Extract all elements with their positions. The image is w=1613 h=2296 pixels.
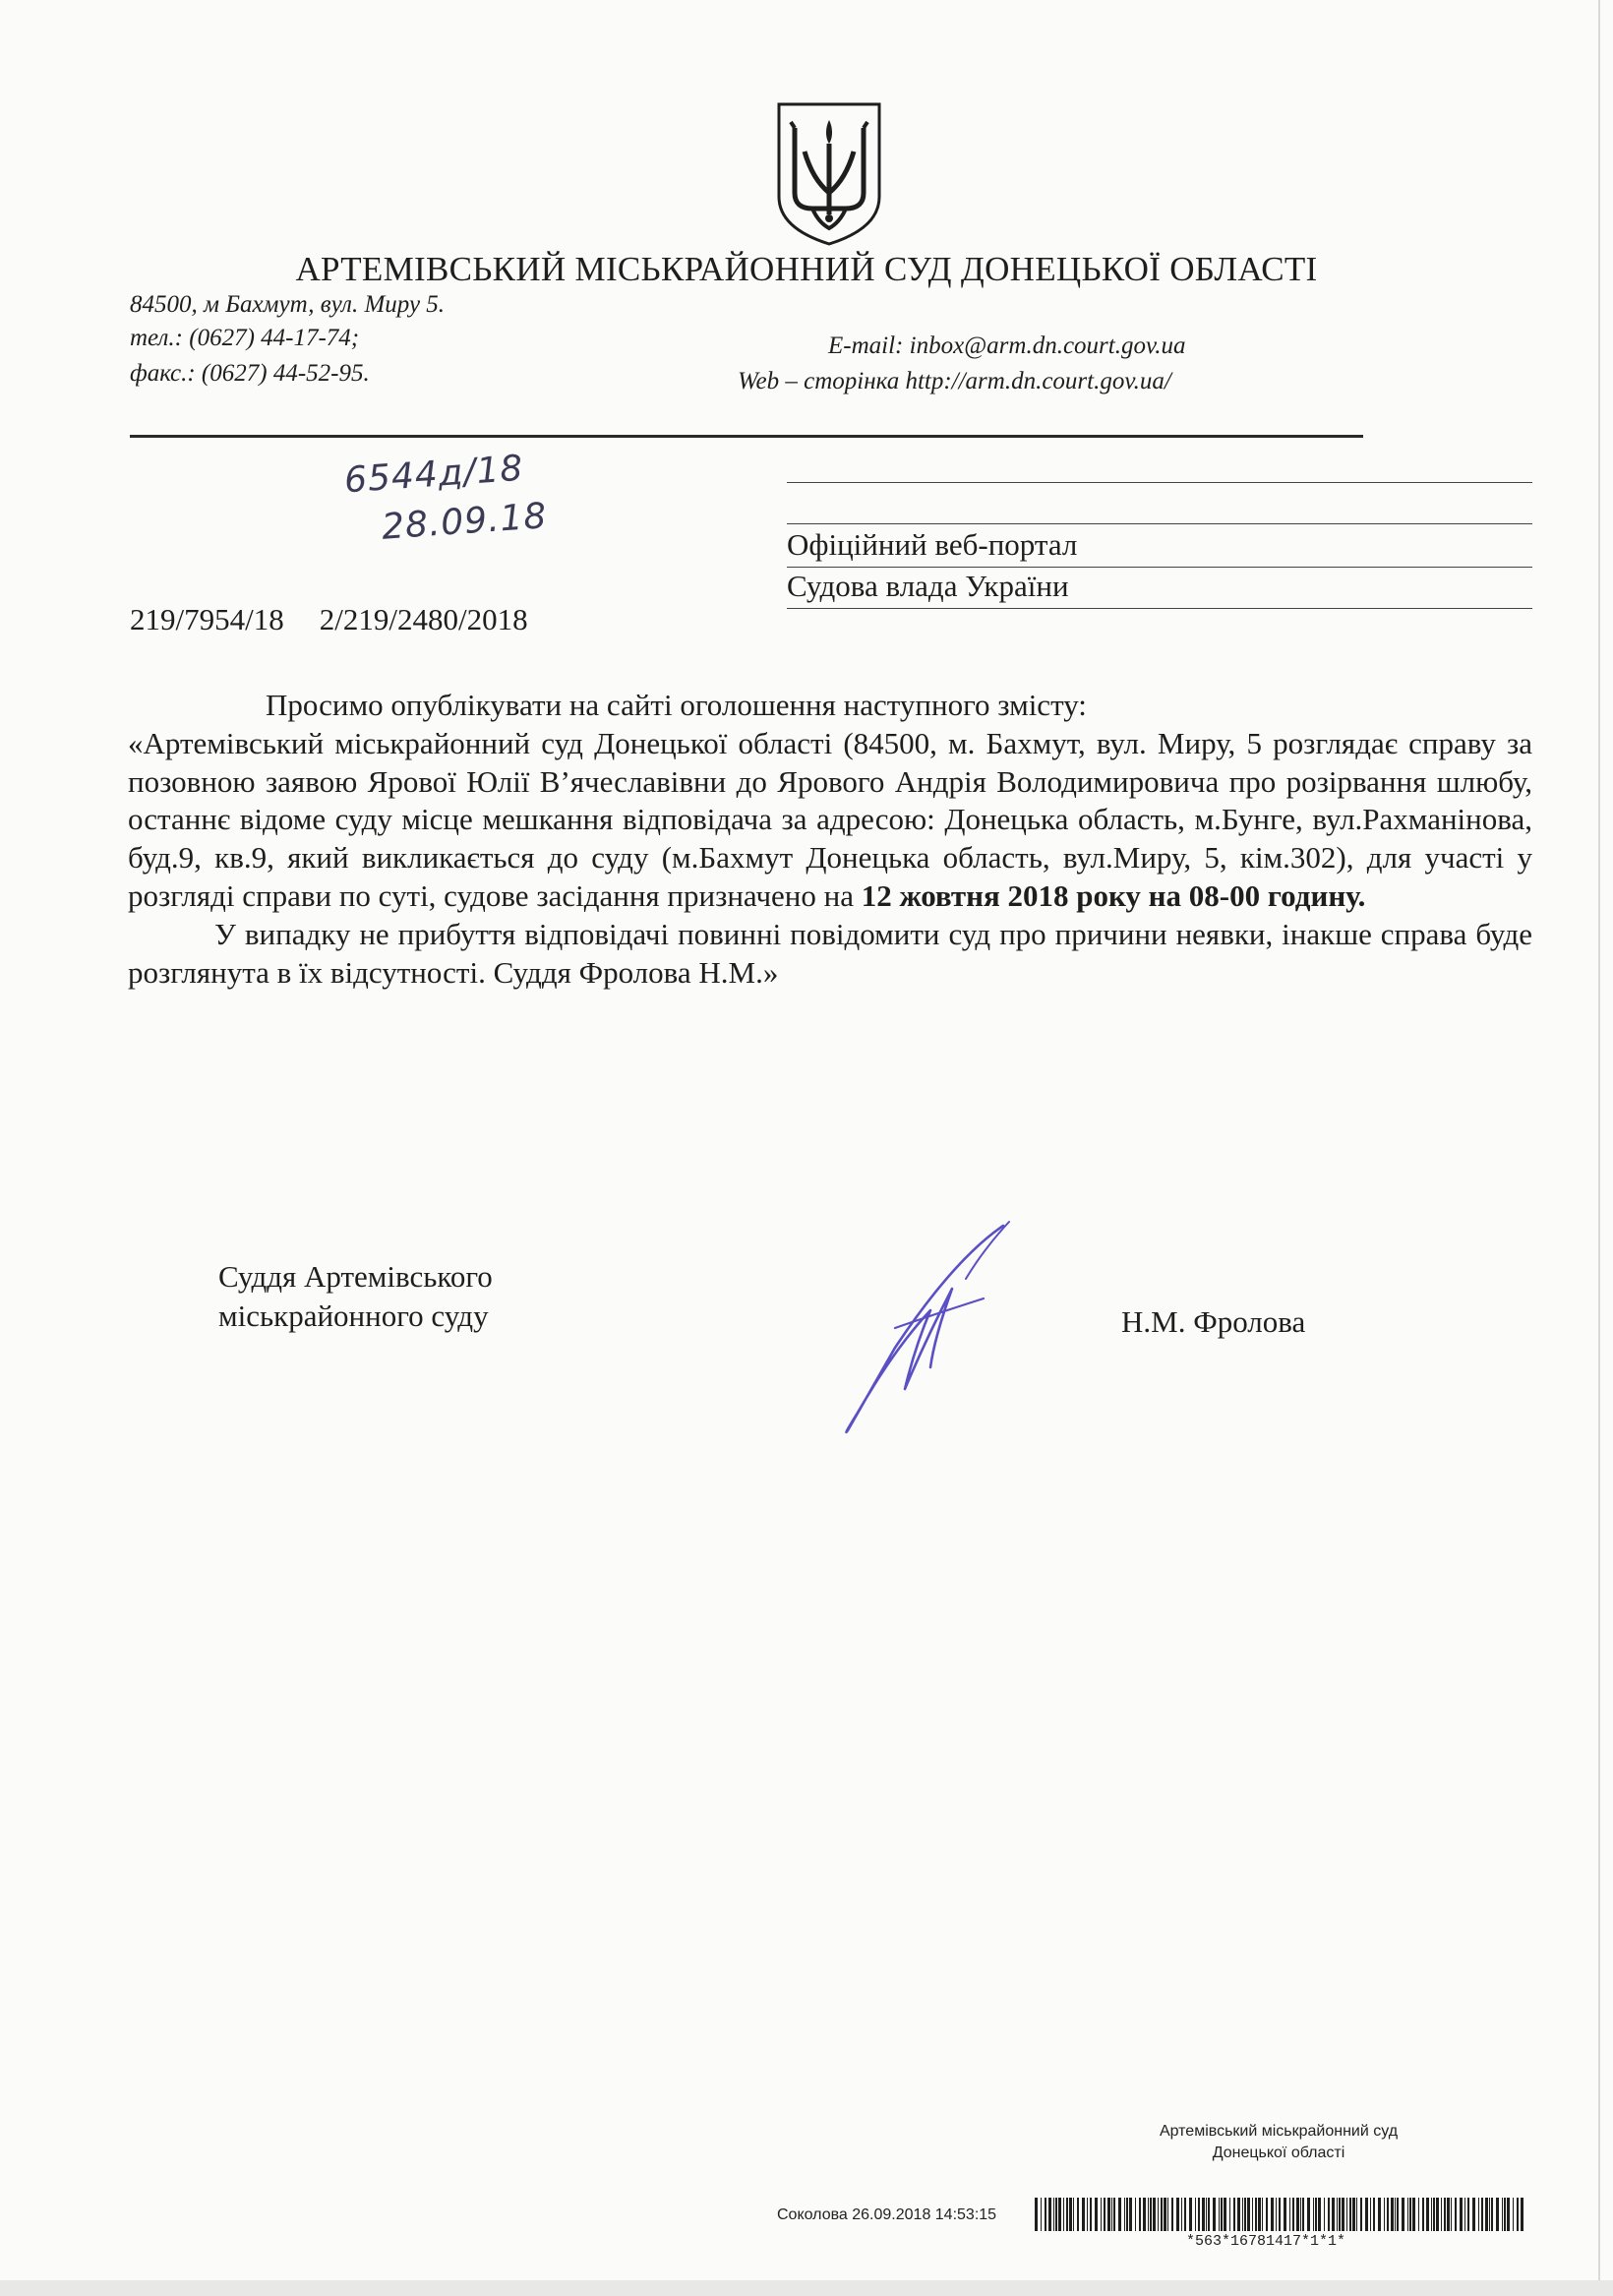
- barcode-bar: [1513, 2198, 1514, 2231]
- barcode-bar: [1402, 2198, 1404, 2231]
- barcode-bar: [1412, 2198, 1415, 2231]
- barcode-bar: [1224, 2198, 1226, 2231]
- barcode-bar: [1087, 2198, 1088, 2231]
- scan-edge: [1598, 0, 1600, 2296]
- barcode-bar: [1397, 2198, 1399, 2231]
- barcode-bar: [1202, 2198, 1205, 2231]
- barcode-bar: [1489, 2198, 1490, 2231]
- barcode-bar: [1148, 2198, 1149, 2231]
- barcode-bar: [1349, 2198, 1351, 2231]
- barcode-bar: [1195, 2198, 1196, 2231]
- barcode-bar: [1176, 2198, 1179, 2231]
- barcode-bar: [1409, 2198, 1411, 2231]
- letter-body: [128, 687, 1532, 992]
- stamp-court-line-2: Донецької області: [1212, 2145, 1345, 2161]
- barcode-bar: [1395, 2198, 1396, 2231]
- barcode-bar: [1284, 2198, 1286, 2231]
- barcode-bar: [1339, 2198, 1341, 2231]
- recipient-line-2: [787, 523, 1532, 524]
- barcode-bar: [1422, 2198, 1424, 2231]
- barcode-bar: [1252, 2198, 1253, 2231]
- barcode-bar: [1517, 2198, 1519, 2231]
- barcode-bar: [1035, 2198, 1038, 2231]
- hearing-date: 12 жовтня 2018 року на 08-00 годину.: [861, 877, 1366, 913]
- barcode-bar: [1356, 2198, 1357, 2231]
- barcode-bar: [1313, 2198, 1314, 2231]
- barcode-bar: [1242, 2198, 1243, 2231]
- barcode-bar: [1352, 2198, 1355, 2231]
- barcode-bar: [1279, 2198, 1281, 2231]
- registration-date: 28.09.18: [380, 496, 549, 548]
- announcement-paragraph: [128, 725, 1532, 916]
- barcode-bar: [1346, 2198, 1347, 2231]
- barcode-bar: [1337, 2198, 1338, 2231]
- court-website: Web – сторінка http://arm.dn.court.gov.ua/: [738, 368, 1171, 394]
- barcode-bar: [1455, 2198, 1457, 2231]
- recipient-name: Офіційний веб-портал: [787, 527, 1078, 562]
- recipient-org: Судова влада України: [787, 569, 1069, 603]
- barcode-bar: [1171, 2198, 1173, 2231]
- barcode-bar: [1391, 2198, 1394, 2231]
- barcode-bar: [1221, 2198, 1223, 2231]
- barcode-bar: [1126, 2198, 1128, 2231]
- page-bottom-edge: [0, 2280, 1613, 2296]
- barcode-bar: [1447, 2198, 1450, 2231]
- barcode-bar: [1436, 2198, 1439, 2231]
- barcode-bar: [1233, 2198, 1235, 2231]
- barcode-bar: [1167, 2198, 1168, 2231]
- barcode-bar: [1307, 2198, 1310, 2231]
- barcode-bar: [1491, 2198, 1493, 2231]
- barcode-bar: [1507, 2198, 1510, 2231]
- barcode-bar: [1521, 2198, 1523, 2231]
- recipient-line-4: [787, 608, 1532, 609]
- barcode-bar: [1124, 2198, 1125, 2231]
- barcode-bar: [1129, 2198, 1132, 2231]
- barcode-bar: [1111, 2198, 1112, 2231]
- barcode-bar: [1485, 2198, 1488, 2231]
- judge-title-line-1: Суддя Артемівського: [218, 1259, 493, 1294]
- barcode-bar: [1373, 2198, 1375, 2231]
- barcode-bar: [1229, 2198, 1230, 2231]
- barcode-bar: [1418, 2198, 1419, 2231]
- header-divider: [130, 435, 1363, 438]
- barcode-bar: [1164, 2198, 1166, 2231]
- barcode-bar: [1247, 2198, 1250, 2231]
- barcode-bar: [1384, 2198, 1385, 2231]
- barcode-bar: [1113, 2198, 1115, 2231]
- case-references: [130, 602, 564, 637]
- barcode-bar: [1328, 2198, 1330, 2231]
- barcode-bar: [1237, 2198, 1240, 2231]
- barcode-bar: [1135, 2198, 1136, 2231]
- announcement-text: «Артемівський міськрайонний суд Донецької області (84500, м. Бахмут, вул. Миру, 5 розглядає справу за позовною заявою Ярової Юлії В’ячеславівни до Ярового Андрія Володимировича про розірвання шлюбу, останнє відоме суду місце мешкання відповідача за адресою: Донецька область, м.Бунге, вул.Рахманінова, буд.9, кв.9, який викликається до суду (м.Бахмут Донецька область, вул.Миру, 5, кім.302), для участі у розгляді справи по суті, судове засідання призначено на: [128, 725, 1532, 913]
- court-name-heading: АРТЕМІВСЬКИЙ МІСЬКРАЙОННИЙ СУД ДОНЕЦЬКОЇ ОБЛАСТІ: [295, 250, 1318, 288]
- barcode-bar: [1104, 2198, 1105, 2231]
- judge-title: [218, 1257, 493, 1336]
- barcode-bar: [1208, 2198, 1210, 2231]
- clerk-datetime: Соколова 26.09.2018 14:53:15: [777, 2206, 997, 2223]
- barcode-bar: [1255, 2198, 1257, 2231]
- barcode-bar: [1464, 2198, 1465, 2231]
- barcode-bar: [1296, 2198, 1299, 2231]
- barcode-bar: [1258, 2198, 1261, 2231]
- recipient-line-3: [787, 567, 1532, 568]
- barcode-bar: [1066, 2198, 1068, 2231]
- barcode-bar: [1048, 2198, 1051, 2231]
- judge-title-line-2: міськрайонного суду: [218, 1299, 489, 1333]
- barcode-bar: [1426, 2198, 1429, 2231]
- barcode-bar: [1289, 2198, 1290, 2231]
- barcode-bar: [1451, 2198, 1452, 2231]
- barcode-bar: [1244, 2198, 1246, 2231]
- barcode-bar: [1181, 2198, 1182, 2231]
- barcode-bar: [1407, 2198, 1408, 2231]
- barcode-bar: [1370, 2198, 1371, 2231]
- recipient-line-1: [787, 482, 1532, 483]
- barcode-bar: [1077, 2198, 1079, 2231]
- barcode-bar: [1318, 2198, 1321, 2231]
- barcode-bar: [1073, 2198, 1074, 2231]
- barcode-bar: [1441, 2198, 1442, 2231]
- court-address: 84500, м Бахмут, вул. Миру 5.: [130, 291, 446, 318]
- judge-name: Н.М. Фролова: [1121, 1304, 1306, 1339]
- case-number: 219/7954/18: [130, 602, 284, 636]
- document-barcode: [1035, 2198, 1526, 2231]
- registry-stamp: [1052, 2121, 1505, 2164]
- barcode-bar: [1219, 2198, 1220, 2231]
- barcode-bar: [1315, 2198, 1317, 2231]
- stamp-court-line-1: Артемівський міськрайонний суд: [1159, 2123, 1399, 2140]
- barcode-bar: [1360, 2198, 1362, 2231]
- barcode-bar: [1472, 2198, 1475, 2231]
- barcode-bar: [1342, 2198, 1344, 2231]
- barcode-bar: [1053, 2198, 1054, 2231]
- barcode-bar: [1153, 2198, 1156, 2231]
- barcode-bar: [1184, 2198, 1186, 2231]
- barcode-bar: [1118, 2198, 1121, 2231]
- trident-coat-of-arms-icon: [773, 98, 885, 248]
- barcode-bar: [1276, 2198, 1277, 2231]
- court-fax: факс.: (0627) 44-52-95.: [130, 360, 370, 387]
- barcode-bar: [1189, 2198, 1192, 2231]
- barcode-bar: [1101, 2198, 1102, 2231]
- barcode-bar: [1045, 2198, 1046, 2231]
- registration-number: 6544д/18: [342, 448, 525, 502]
- barcode-bar: [1198, 2198, 1200, 2231]
- barcode-bar: [1143, 2198, 1146, 2231]
- judge-signature: [836, 1220, 1015, 1438]
- barcode-bar: [1478, 2198, 1479, 2231]
- barcode-bar: [1090, 2198, 1092, 2231]
- barcode-bar: [1387, 2198, 1389, 2231]
- court-phone: тел.: (0627) 44-17-74;: [130, 325, 360, 351]
- barcode-bar: [1332, 2198, 1335, 2231]
- barcode-bar: [1481, 2198, 1483, 2231]
- barcode-bar: [1444, 2198, 1446, 2231]
- barcode-bar: [1271, 2198, 1274, 2231]
- barcode-bar: [1266, 2198, 1268, 2231]
- barcode-number: *563*16781417*1*1*: [1186, 2233, 1346, 2250]
- barcode-bar: [1262, 2198, 1263, 2231]
- court-email: E-mail: inbox@arm.dn.court.gov.ua: [828, 332, 1186, 359]
- barcode-bar: [1058, 2198, 1061, 2231]
- barcode-bar: [1055, 2198, 1057, 2231]
- barcode-bar: [1161, 2198, 1163, 2231]
- barcode-bar: [1095, 2198, 1098, 2231]
- barcode-bar: [1302, 2198, 1304, 2231]
- barcode-bar: [1460, 2198, 1463, 2231]
- barcode-bar: [1431, 2198, 1432, 2231]
- barcode-bar: [1041, 2198, 1042, 2231]
- barcode-bar: [1504, 2198, 1506, 2231]
- barcode-bar: [1324, 2198, 1325, 2231]
- barcode-bar: [1107, 2198, 1110, 2231]
- notice-paragraph: У випадку не прибуття відповідачі повинні повідомити суд про причини неявки, інакше справа буде розглянута в їх відсутності. Суддя Фролова Н.М.»: [128, 916, 1532, 990]
- barcode-bar: [1150, 2198, 1152, 2231]
- barcode-bar: [1069, 2198, 1072, 2231]
- barcode-bar: [1502, 2198, 1503, 2231]
- barcode-bar: [1213, 2198, 1216, 2231]
- barcode-bar: [1433, 2198, 1435, 2231]
- barcode-bar: [1292, 2198, 1294, 2231]
- barcode-bar: [1378, 2198, 1381, 2231]
- barcode-bar: [1496, 2198, 1499, 2231]
- barcode-bar: [1365, 2198, 1368, 2231]
- barcode-bar: [1467, 2198, 1469, 2231]
- barcode-bar: [1206, 2198, 1207, 2231]
- barcode-bar: [1082, 2198, 1085, 2231]
- barcode-bar: [1063, 2198, 1064, 2231]
- intro-paragraph: Просимо опублікувати на сайті оголошення наступного змісту:: [266, 688, 1087, 722]
- barcode-bar: [1139, 2198, 1141, 2231]
- barcode-bar: [1300, 2198, 1301, 2231]
- barcode-bar: [1158, 2198, 1159, 2231]
- proceeding-number: 2/219/2480/2018: [319, 602, 528, 636]
